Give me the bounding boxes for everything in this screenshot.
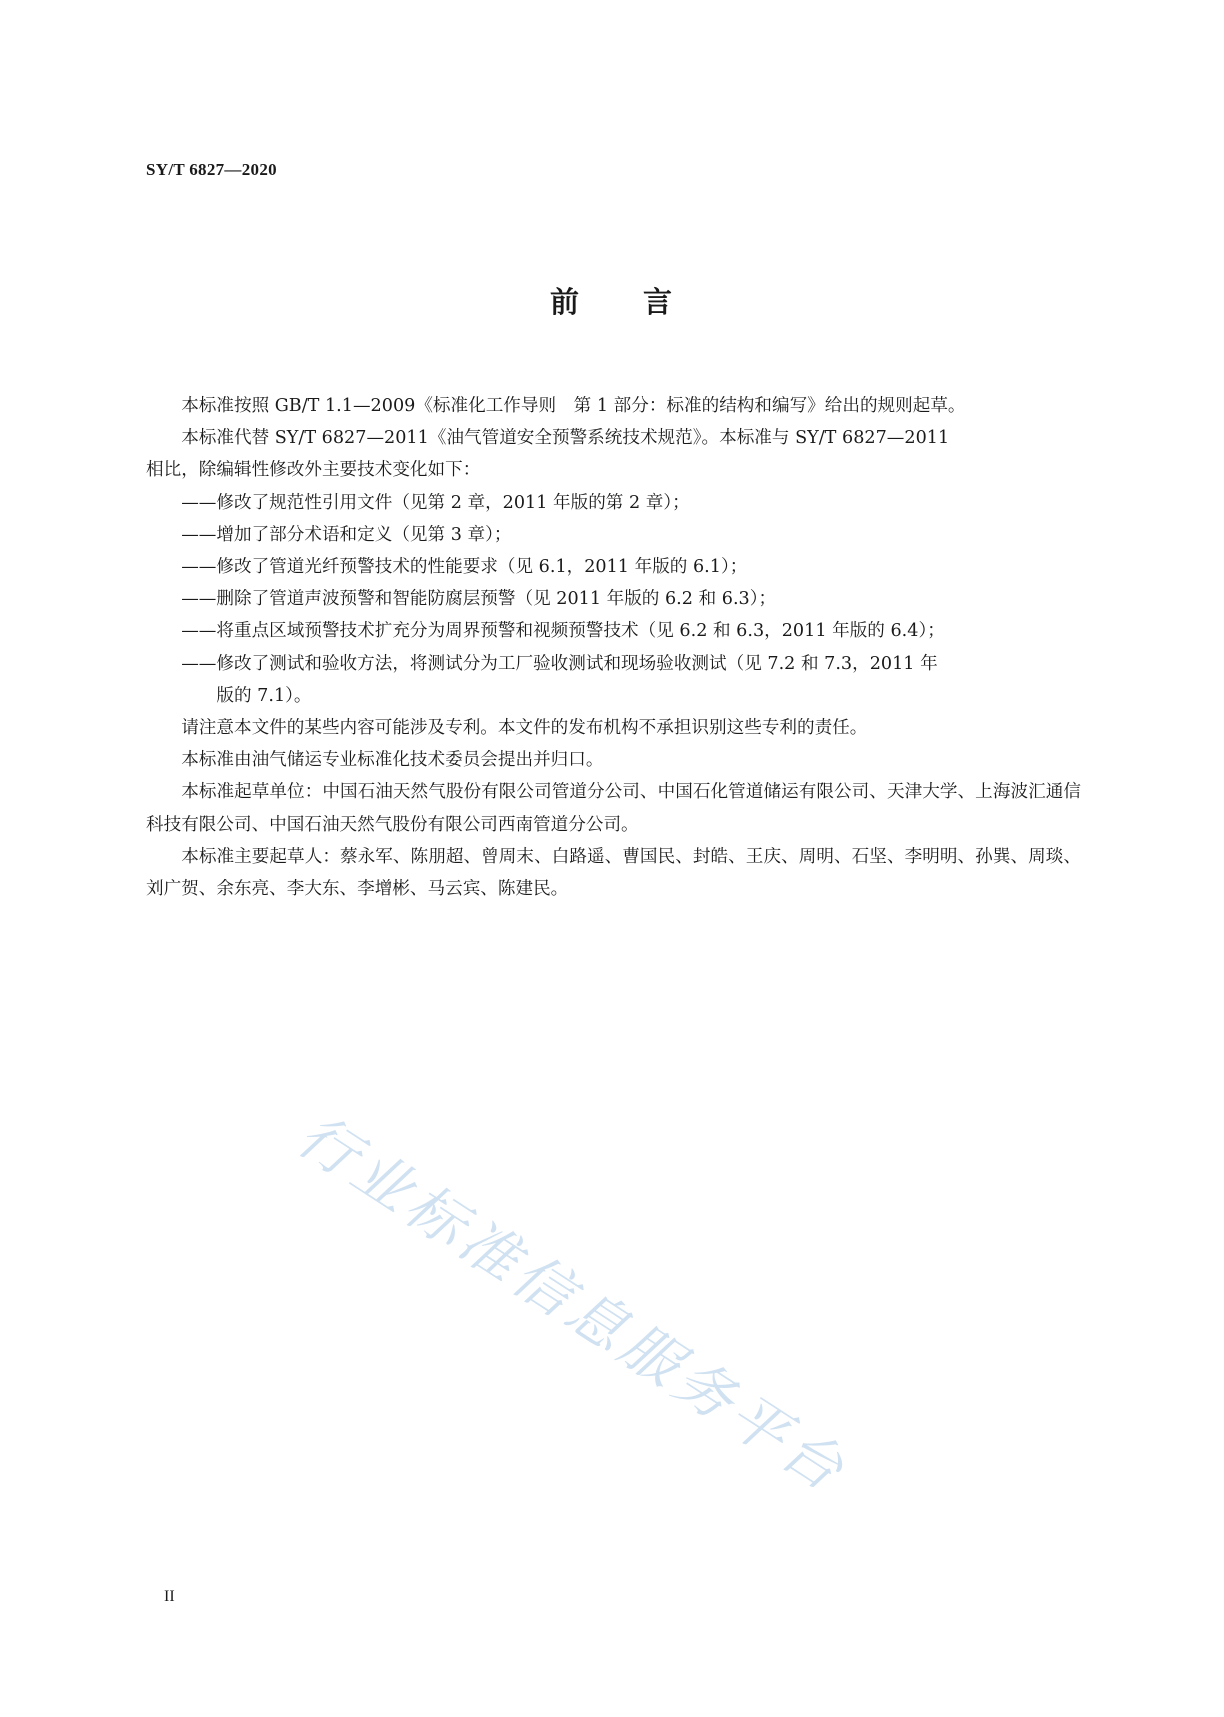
title-char-1: 前 <box>549 285 581 319</box>
paragraph-replacement <box>146 422 1081 454</box>
paragraph-proposer: 本标准由油气储运专业标准化技术委员会提出并归口。 <box>181 750 604 771</box>
change-item-2: ——增加了部分术语和定义（见第 3 章）； <box>181 524 512 545</box>
standard-number: SY/T 6827—2020 <box>146 160 277 179</box>
change-item-6-line-1: ——修改了测试和验收方法，将测试分为工厂验收测试和现场验收测试（见 7.2 和 7.3，2011 年 <box>181 653 938 674</box>
change-item-6-line-2: 版的 7.1）。 <box>216 685 312 706</box>
change-item-3: ——修改了管道光纤预警技术的性能要求（见 6.1，2011 年版的 6.1）； <box>181 557 748 578</box>
change-item-5: ——将重点区域预警技术扩充分为周界预警和视频预警技术（见 6.2 和 6.3，2011 年版的 6.4）； <box>181 621 945 642</box>
page-title <box>0 280 1224 321</box>
paragraph-replacement-line-1: 本标准代替 SY/T 6827—2011《油气管道安全预警系统技术规范》。本标准与 SY/T 6827—2011 <box>181 428 950 449</box>
paragraph-replacement-line-2: 相比，除编辑性修改外主要技术变化如下： <box>146 460 481 481</box>
page-number: II <box>164 1588 175 1605</box>
title-char-2: 言 <box>643 285 675 319</box>
foreword-body <box>146 390 1081 905</box>
watermark: 行业标准信息服务平台 <box>285 1100 860 1507</box>
paragraph-drafting-rules: 本标准按照 GB/T 1.1—2009《标准化工作导则 第 1 部分：标准的结构和编写》给出的规则起草。 <box>181 396 966 416</box>
change-item-6 <box>146 648 1081 712</box>
paragraph-patent-notice: 请注意本文件的某些内容可能涉及专利。本文件的发布机构不承担识别这些专利的责任。 <box>181 718 868 739</box>
change-item-1: ——修改了规范性引用文件（见第 2 章，2011 年版的第 2 章）； <box>181 492 690 513</box>
paragraph-drafting-units: 本标准起草单位：中国石油天然气股份有限公司管道分公司、中国石化管道储运有限公司、天津大学、上海波汇通信科技有限公司、中国石油天然气股份有限公司西南管道分公司。 <box>146 782 1081 835</box>
paragraph-drafters: 本标准主要起草人：蔡永军、陈朋超、曾周末、白路遥、曹国民、封皓、王庆、周明、石坚、李明明、孙巽、周琰、刘广贺、余东亮、李大东、李增彬、马云宾、陈建民。 <box>146 846 1081 900</box>
change-item-4: ——删除了管道声波预警和智能防腐层预警（见 2011 年版的 6.2 和 6.3）； <box>181 589 777 610</box>
